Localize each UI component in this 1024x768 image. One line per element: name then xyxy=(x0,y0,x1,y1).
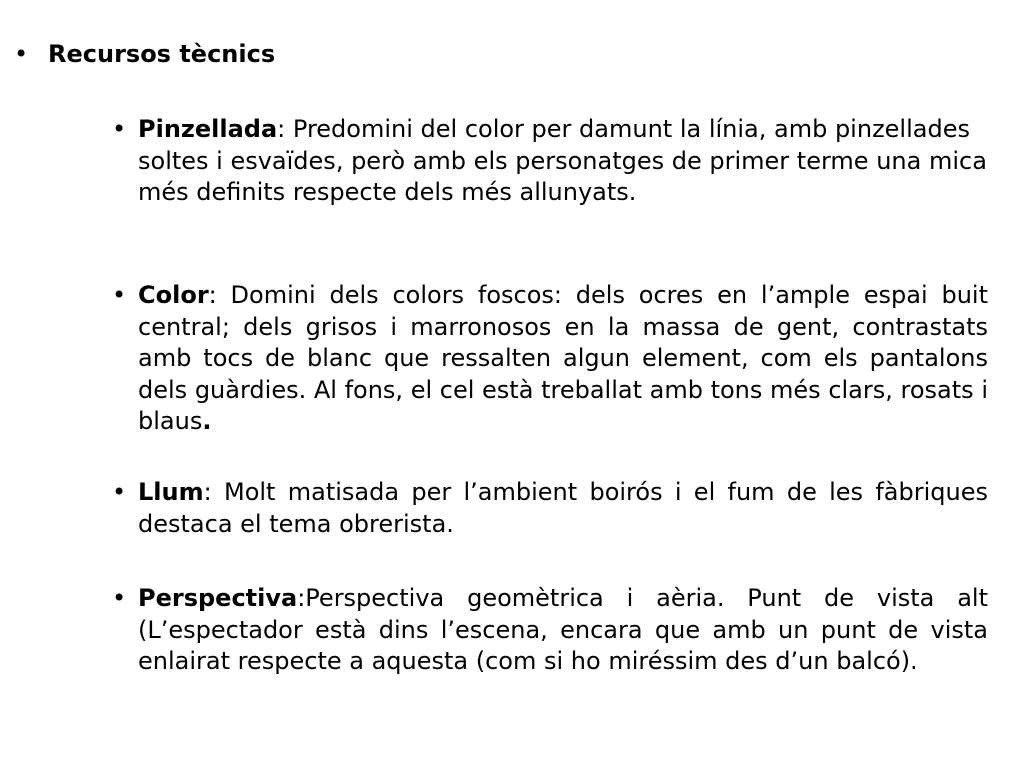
list-item-perspectiva xyxy=(112,583,988,678)
section-heading xyxy=(14,38,275,70)
bullet-icon: • xyxy=(112,281,127,309)
item-term: Color xyxy=(138,281,209,309)
item-description: : Predomini del color per damunt la línia, amb pinzellades soltes i esvaïdes, però amb els personatges de primer terme una mica més definits respecte dels més allunyats. xyxy=(138,115,987,206)
list-item-llum xyxy=(112,477,988,540)
item-term: Pinzellada xyxy=(138,115,278,143)
item-term: Perspectiva xyxy=(138,584,298,612)
item-text xyxy=(138,477,988,540)
list-item-pinzellada xyxy=(112,114,988,209)
item-final-period: . xyxy=(202,407,212,435)
bullet-icon: • xyxy=(112,584,127,612)
item-description: : Molt matisada per l’ambient boirós i el fum de les fàbriques destaca el tema obrerista. xyxy=(138,478,988,538)
bullet-icon: • xyxy=(112,115,127,143)
bullet-icon: • xyxy=(14,40,29,68)
item-text xyxy=(138,583,988,678)
heading-title: Recursos tècnics xyxy=(48,40,276,68)
item-description: :Perspectiva geomètrica i aèria. Punt de vista alt (L’espectador està dins l’escena, encara que amb un punt de vista enlairat respecte a aquesta (com si ho miréssim des d’un balcó). xyxy=(138,584,988,675)
item-term: Llum xyxy=(138,478,204,506)
item-description: : Domini dels colors foscos: dels ocres en l’ample espai buit central; dels grisos i marronosos en la massa de gent, contrastats amb tocs de blanc que ressalten algun element, com els pantalons dels guàrdies. Al fons, el cel està treballat amb tons més clars, rosats i blaus xyxy=(138,281,988,435)
list-item-color xyxy=(112,280,988,438)
item-text xyxy=(138,114,988,209)
item-text xyxy=(138,280,988,438)
bullet-icon: • xyxy=(112,478,127,506)
